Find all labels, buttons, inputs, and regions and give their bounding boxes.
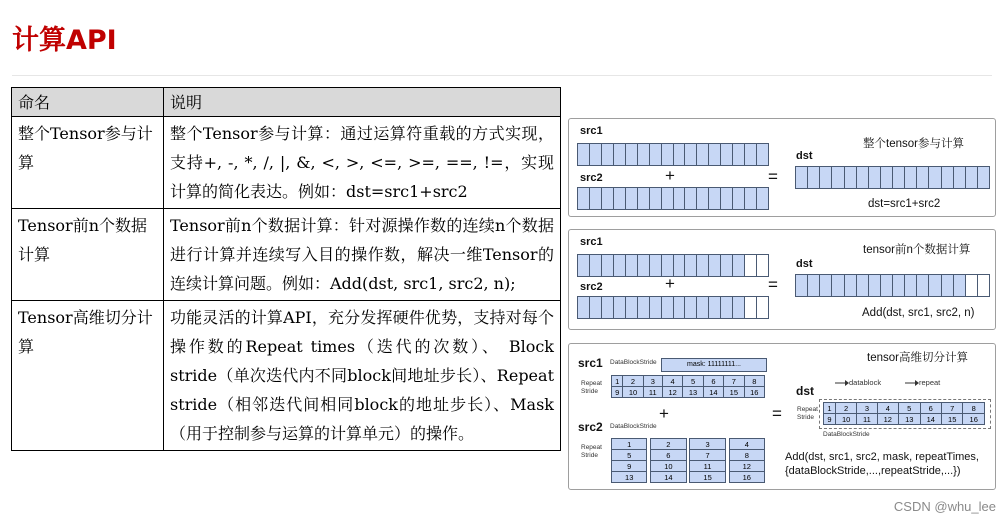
- formula-line1: Add(dst, src1, src2, mask, repeatTimes,: [785, 451, 979, 463]
- src1-cells: [577, 143, 769, 166]
- api-table: [11, 87, 561, 451]
- src1-grid: 1 2 3 4 5 6 7 8 9 10 11 12 13 14 15 16: [611, 375, 765, 398]
- repeat-stride-label: Repeat Stride: [797, 406, 818, 421]
- table-row: [12, 209, 561, 301]
- watermark: CSDN @whu_lee: [893, 499, 996, 514]
- diagram-title: tensor前n个数据计算: [863, 244, 971, 256]
- row-desc: 功能灵活的计算API，充分发挥硬件优势，支持对每个操作数的Repeat times（迭代的次数）、 Block stride（单次迭代内不同block间地址步长）、Repeat stride（相邻迭代间相同block的地址步长）、Mask（用于控制参与运算的计算单元）的操作。: [164, 301, 561, 451]
- data-block-stride-label: DataBlockStride: [610, 359, 657, 366]
- row-desc: 整个Tensor参与计算：通过运算符重载的方式实现，支持+, -, *, /, |, &, <, >, <=, >=, ==, !=，实现计算的简化表达。例如：dst=src1+src2: [164, 117, 561, 209]
- data-block-stride-label: DataBlockStride: [823, 431, 870, 438]
- row-name: Tensor前n个数据计算: [12, 209, 164, 301]
- plus-sign: +: [659, 404, 669, 423]
- src1-label: src1: [580, 125, 603, 137]
- equals-sign: =: [768, 275, 778, 294]
- dst-label: dst: [796, 150, 813, 162]
- row-desc: Tensor前n个数据计算：针对源操作数的连续n个数据进行计算并连续写入目的操作数，解决一维Tensor的连续计算问题。例如：Add(dst, src1, src2, n);: [164, 209, 561, 301]
- equals-sign: =: [772, 404, 782, 423]
- formula: Add(dst, src1, src2, n): [862, 307, 975, 319]
- table-header-row: [12, 88, 561, 117]
- plus-sign: +: [665, 274, 675, 293]
- repeat-stride-label: Repeat Stride: [581, 444, 602, 459]
- dst-grid: 1 2 3 4 5 6 7 8 9 10 11 12 13 14 15 16: [823, 402, 985, 425]
- dst-label: dst: [796, 258, 813, 270]
- mask-box: mask: 11111111...: [661, 358, 767, 372]
- arrow-icon: [835, 379, 849, 387]
- header-desc: 说明: [164, 88, 561, 117]
- src1-label: src1: [578, 356, 603, 370]
- repeat-label: repeat: [905, 378, 940, 387]
- page-title: 计算API: [12, 25, 117, 56]
- diagram-title: tensor高维切分计算: [867, 352, 968, 364]
- table-row: [12, 301, 561, 451]
- row-name: 整个Tensor参与计算: [12, 117, 164, 209]
- data-block-stride-label: DataBlockStride: [610, 423, 657, 430]
- diagram-whole-tensor: [568, 118, 996, 217]
- title-divider: [12, 75, 992, 76]
- formula: dst=src1+src2: [868, 198, 941, 210]
- src2-cells: [577, 187, 769, 210]
- arrow-icon: [905, 379, 919, 387]
- diagram-first-n: [568, 229, 996, 330]
- src2-label: src2: [578, 420, 603, 434]
- formula-line2: {dataBlockStride,...,repeatStride,...}): [785, 465, 961, 477]
- repeat-stride-label: Repeat Stride: [581, 380, 602, 395]
- diagram-title: 整个tensor参与计算: [863, 138, 964, 150]
- table-row: [12, 117, 561, 209]
- plus-sign: +: [665, 166, 675, 185]
- diagram-high-dim: [568, 343, 996, 490]
- src2-grid: 1 2 3 4 5 6 7 8 9 10 11 12 13 14 15 16: [611, 438, 765, 483]
- src2-label: src2: [580, 172, 603, 184]
- src2-cells: [577, 296, 769, 319]
- src1-label: src1: [580, 236, 603, 248]
- dst-cells: [795, 274, 990, 297]
- dst-cells: [795, 166, 990, 189]
- equals-sign: =: [768, 167, 778, 186]
- header-name: 命名: [12, 88, 164, 117]
- dst-label: dst: [796, 384, 814, 398]
- src2-label: src2: [580, 281, 603, 293]
- datablock-label: datablock: [835, 378, 881, 387]
- row-name: Tensor高维切分计算: [12, 301, 164, 451]
